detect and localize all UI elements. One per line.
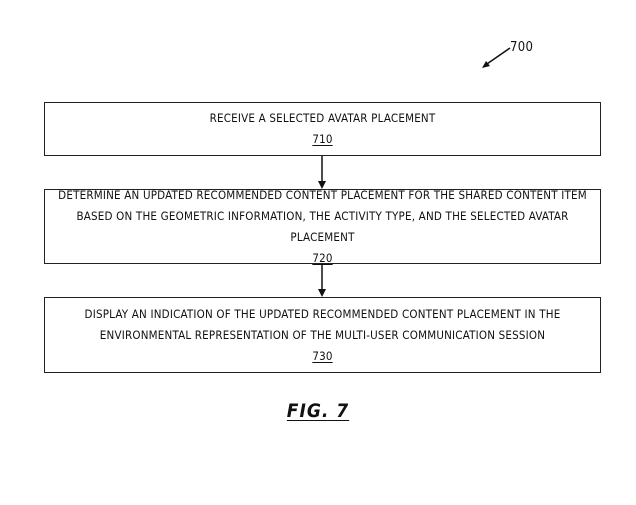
step-number: 730: [312, 348, 333, 363]
connector-arrow-icon: [316, 264, 328, 297]
step-text-line: BASED ON THE GEOMETRIC INFORMATION, THE ACTIVITY TYPE, AND THE SELECTED AVATAR PLACEMENT: [76, 208, 569, 244]
step-box-730: [44, 297, 601, 373]
figure-reference-number: 700: [510, 40, 534, 55]
step-box-720: [44, 189, 601, 264]
step-number: 720: [312, 250, 333, 265]
step-number: 710: [312, 132, 333, 146]
step-text-line: ENVIRONMENTAL REPRESENTATION OF THE MULTI-USER COMMUNICATION SESSION: [99, 327, 546, 342]
step-box-710: [44, 102, 601, 156]
step-text-line: DISPLAY AN INDICATION OF THE UPDATED RECOMMENDED CONTENT PLACEMENT IN THE: [84, 306, 561, 321]
figure-caption: FIG. 7: [286, 400, 350, 422]
step-text-line: DETERMINE AN UPDATED RECOMMENDED CONTENT PLACEMENT FOR THE SHARED CONTENT ITEM: [58, 187, 587, 202]
step-text-line: RECEIVE A SELECTED AVATAR PLACEMENT: [209, 111, 436, 125]
